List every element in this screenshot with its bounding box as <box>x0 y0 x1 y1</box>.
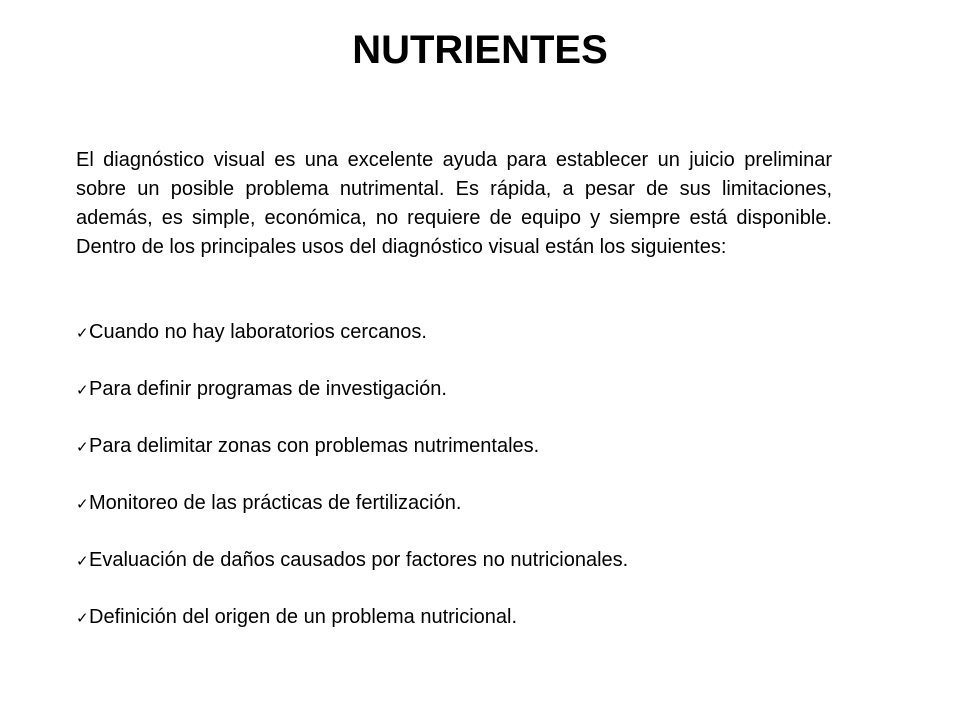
list-item-text: Para delimitar zonas con problemas nutrimentales. <box>89 435 540 457</box>
list-item <box>76 432 876 461</box>
intro-paragraph: El diagnóstico visual es una excelente ayuda para establecer un juicio preliminar sobre un posible problema nutrimental. Es rápida, a pesar de sus limitaciones, además, es simple, económica, no requiere de equipo y siempre está disponible. Dentro de los principales usos del diagnóstico visual están los siguientes: <box>76 149 832 258</box>
list-item-text: Cuando no hay laboratorios cercanos. <box>89 321 427 343</box>
list-item <box>76 603 876 632</box>
checkmark-icon: ✓ <box>76 609 89 627</box>
list-item-text: Monitoreo de las prácticas de fertilización. <box>89 492 462 514</box>
list-item <box>76 546 876 575</box>
list-item <box>76 375 876 404</box>
checkmark-icon: ✓ <box>76 324 89 342</box>
list-item <box>76 318 876 347</box>
list-item-text: Evaluación de daños causados por factores no nutricionales. <box>89 549 629 571</box>
checkmark-icon: ✓ <box>76 495 89 513</box>
list-item-text: Para definir programas de investigación. <box>89 378 447 400</box>
list-item <box>76 489 876 518</box>
slide-title: NUTRIENTES <box>352 28 608 72</box>
checkmark-icon: ✓ <box>76 381 89 399</box>
checkmark-icon: ✓ <box>76 438 89 456</box>
list-item-text: Definición del origen de un problema nutricional. <box>89 606 518 628</box>
bullet-list <box>76 318 876 660</box>
checkmark-icon: ✓ <box>76 552 89 570</box>
